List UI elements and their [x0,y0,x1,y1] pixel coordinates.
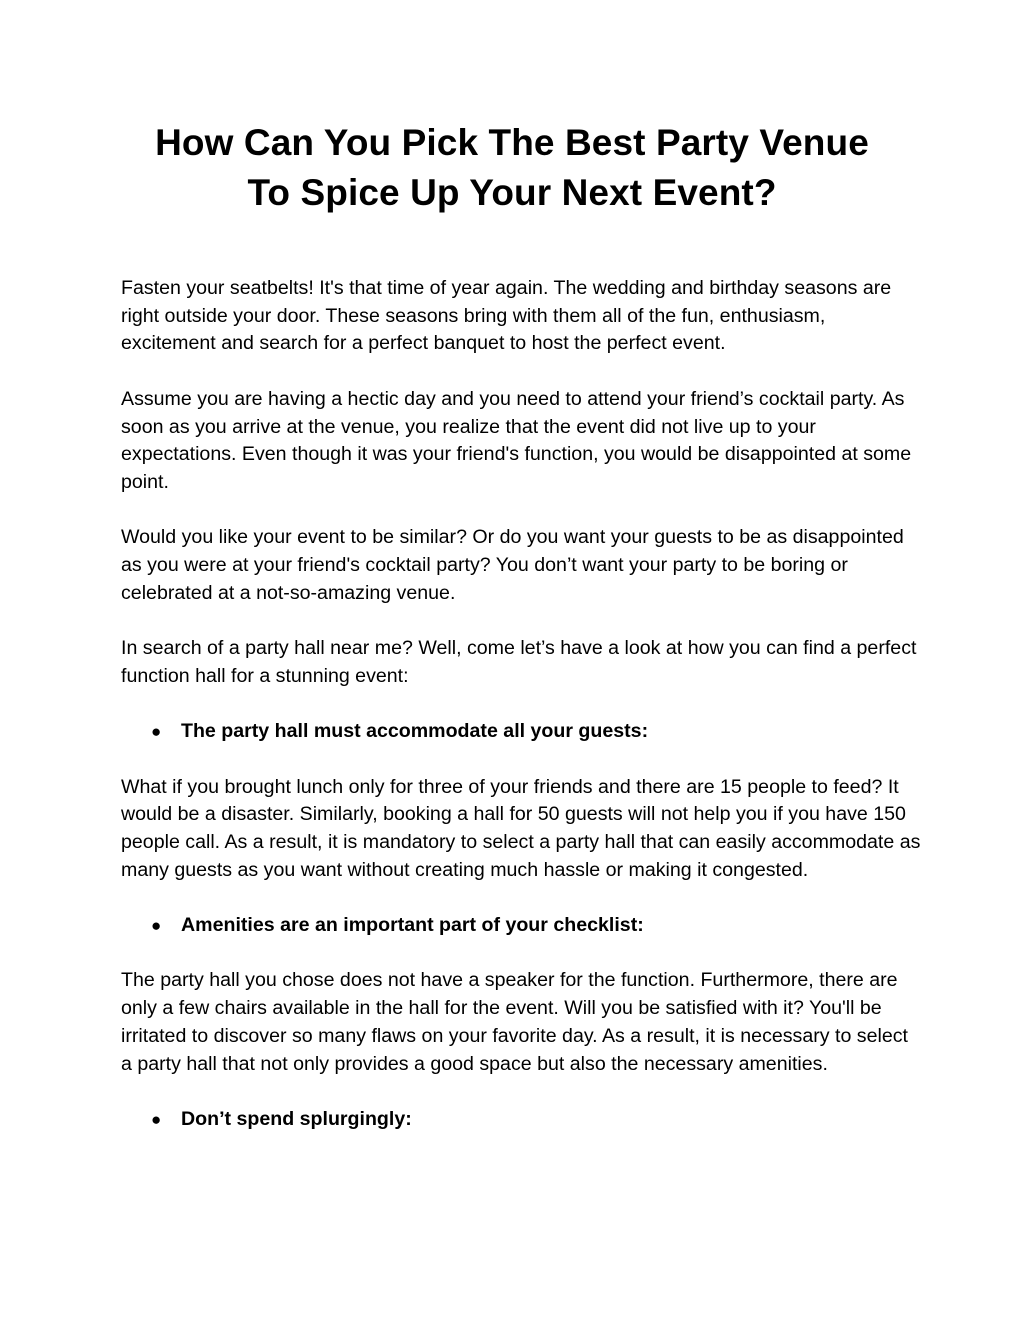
paragraph-amenities: The party hall you chose does not have a speaker for the function. Furthermore, there are only a few chairs available in the hall for the event. Will you be satisfied with it? You'll be irritated to discover so many flaws on your favorite day. As a result, it is necessary to select a party hall that not only provides a good space but also the necessary amenities. [121,969,908,1075]
bullet-text: The party hall must accommodate all your guests: [181,720,649,743]
paragraph-cocktail-party: Assume you are having a hectic day and you need to attend your friend’s cocktail party. As soon as you arrive at the venue, you realize that the event did not live up to your expectations. Even though it was your friend's function, you would be disappointed at some point. [121,387,912,493]
document-body [121,275,921,1161]
bullet-icon: ● [151,1109,162,1129]
bullet-icon: ● [151,722,162,742]
title-line-1: How Can You Pick The Best Party Venue [155,122,869,163]
bullet-icon: ● [151,916,162,936]
paragraph-intro: Fasten your seatbelts! It's that time of year again. The wedding and birthday seasons are right outside your door. These seasons bring with them all of the fun, enthusiasm, excitement and search for a perfect banquet to host the perfect event. [121,277,892,355]
title-line-2: To Spice Up Your Next Event? [247,172,777,213]
paragraph-similar-event: Would you like your event to be similar? Or do you want your guests to be as disappointed as you were at your friend's cocktail party? You don’t want your party to be boring or celebrated at a not-so-amazing venue. [121,526,904,604]
bullet-text: Don’t spend splurgingly: [181,1107,412,1130]
bullet-text: Amenities are an important part of your checklist: [181,914,644,937]
paragraph-search-hall: In search of a party hall near me? Well, come let’s have a look at how you can find a perfect function hall for a stunning event: [121,637,917,687]
paragraph-guests-capacity: What if you brought lunch only for three of your friends and there are 15 people to feed? It would be a disaster. Similarly, booking a hall for 50 guests will not help you if you have 150 people call. As a result, it is mandatory to select a party hall that can easily accommodate as many guests as you want without creating much hassle or making it congested. [121,775,921,881]
bullet-item-accommodate-guests [121,718,921,746]
bullet-item-amenities [121,912,921,940]
document-title [60,118,964,218]
bullet-item-spending [121,1106,921,1134]
